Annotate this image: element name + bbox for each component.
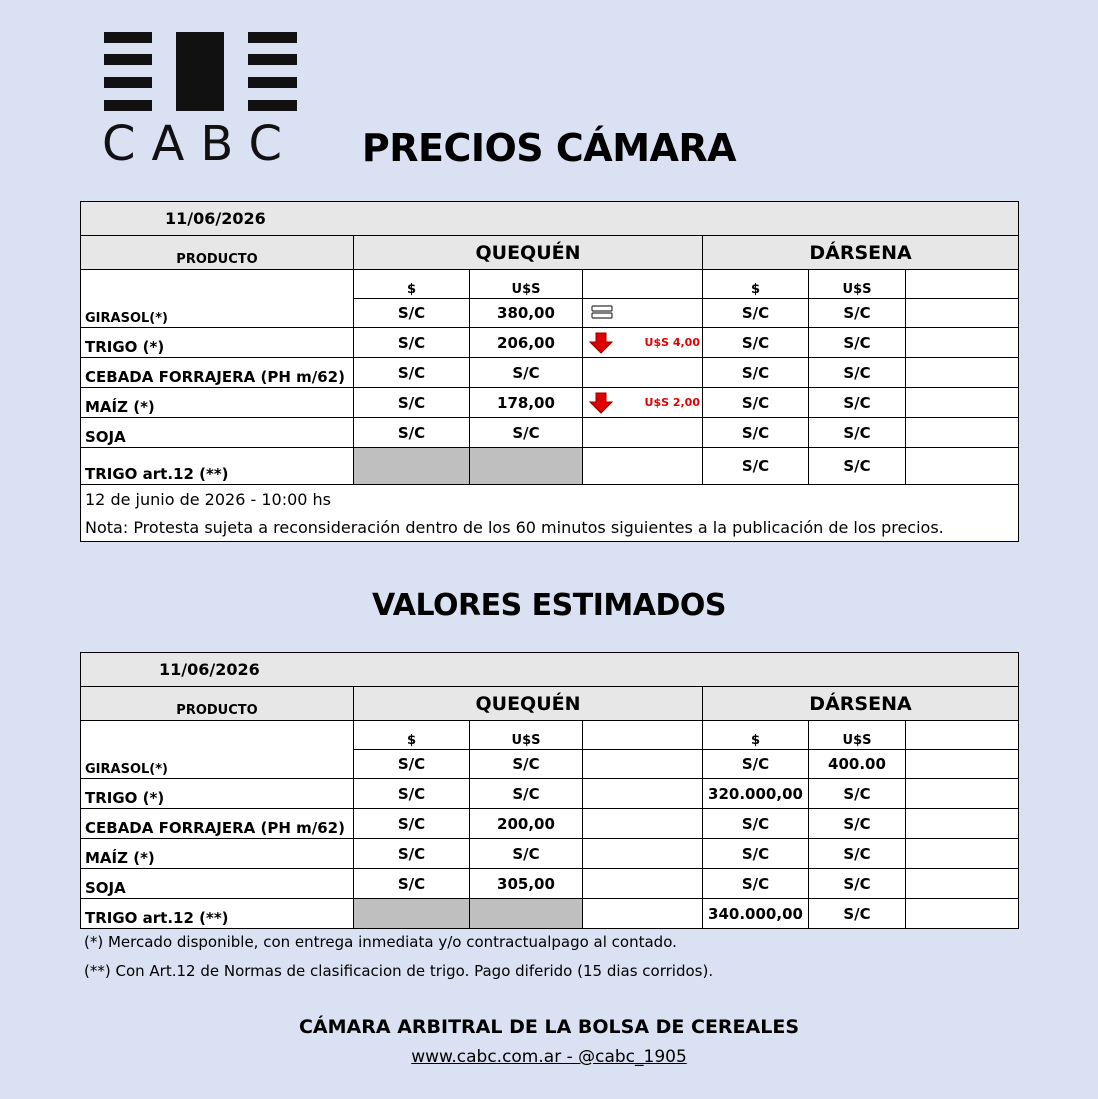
extra-cell — [906, 418, 1019, 448]
change-cell — [583, 448, 703, 485]
change-cell — [583, 328, 703, 358]
extra-cell — [906, 809, 1019, 839]
extra-cell — [906, 750, 1019, 779]
estimados-date: 11/06/2026 — [81, 653, 1019, 687]
precios-title: PRECIOS CÁMARA — [361, 126, 737, 170]
quequen-usd: 380,00 — [470, 299, 583, 328]
change-header — [583, 270, 703, 299]
quequen-peso: S/C — [354, 388, 470, 418]
table-row — [81, 869, 1019, 899]
change-cell — [583, 299, 703, 328]
empty-cell — [583, 899, 703, 929]
darsena-peso: S/C — [703, 750, 809, 779]
darsena-peso: S/C — [703, 448, 809, 485]
website-link[interactable]: www.cabc.com.ar - @cabc_1905 — [411, 1047, 687, 1067]
extra-header — [906, 270, 1019, 299]
quequen-peso: S/C — [354, 839, 470, 869]
quequen-usd-header: U$S — [470, 270, 583, 299]
extra-cell — [906, 899, 1019, 929]
product-cell: TRIGO (*) — [81, 328, 354, 358]
quequen-usd — [470, 448, 583, 485]
empty-cell — [583, 869, 703, 899]
darsena-header: DÁRSENA — [703, 236, 1019, 270]
product-cell: TRIGO (*) — [81, 779, 354, 809]
quequen-peso: S/C — [354, 779, 470, 809]
quequen-peso — [354, 448, 470, 485]
darsena-usd: S/C — [809, 299, 906, 328]
darsena-usd: S/C — [809, 779, 906, 809]
change-value: U$S 2,00 — [644, 396, 700, 409]
estimados-table — [80, 652, 1019, 929]
darsena-peso: 340.000,00 — [703, 899, 809, 929]
quequen-usd: S/C — [470, 839, 583, 869]
equal-icon — [591, 305, 613, 319]
estimados-title: VALORES ESTIMADOS — [372, 588, 726, 623]
darsena-peso: 320.000,00 — [703, 779, 809, 809]
darsena-peso: S/C — [703, 358, 809, 388]
empty-cell — [583, 779, 703, 809]
quequen-peso: S/C — [354, 418, 470, 448]
empty-cell — [583, 839, 703, 869]
product-cell: TRIGO art.12 (**) — [81, 899, 354, 929]
table-row — [81, 418, 1019, 448]
quequen-header: QUEQUÉN — [354, 687, 703, 721]
quequen-usd: 206,00 — [470, 328, 583, 358]
table-row — [81, 809, 1019, 839]
darsena-peso: S/C — [703, 839, 809, 869]
table-row — [81, 328, 1019, 358]
table-row — [81, 388, 1019, 418]
darsena-peso: S/C — [703, 388, 809, 418]
footnote-disponible: (*) Mercado disponible, con entrega inmediata y/o contractualpago al contado. — [84, 933, 677, 951]
quequen-usd: 178,00 — [470, 388, 583, 418]
extra-cell — [906, 358, 1019, 388]
change-cell — [583, 358, 703, 388]
quequen-peso: S/C — [354, 750, 470, 779]
darsena-usd: S/C — [809, 839, 906, 869]
quequen-usd: S/C — [470, 418, 583, 448]
extra-cell — [906, 299, 1019, 328]
table-row — [81, 839, 1019, 869]
product-cell: MAÍZ (*) — [81, 839, 354, 869]
table-row — [81, 779, 1019, 809]
quequen-peso: S/C — [354, 328, 470, 358]
organization-name: CÁMARA ARBITRAL DE LA BOLSA DE CEREALES — [298, 1016, 800, 1038]
table-row — [81, 899, 1019, 929]
product-cell: GIRASOL(*) — [81, 721, 354, 779]
product-cell: CEBADA FORRAJERA (PH m/62) — [81, 358, 354, 388]
product-cell: MAÍZ (*) — [81, 388, 354, 418]
change-value: U$S 4,00 — [644, 336, 700, 349]
darsena-peso: S/C — [703, 299, 809, 328]
darsena-usd: S/C — [809, 869, 906, 899]
darsena-usd: S/C — [809, 328, 906, 358]
darsena-peso-header: $ — [703, 270, 809, 299]
darsena-usd: S/C — [809, 809, 906, 839]
quequen-peso-header: $ — [354, 721, 470, 750]
darsena-usd: 400.00 — [809, 750, 906, 779]
table-row — [81, 448, 1019, 485]
quequen-peso: S/C — [354, 358, 470, 388]
footnote-art12: (**) Con Art.12 de Normas de clasificacion de trigo. Pago diferido (15 dias corridos). — [84, 962, 714, 980]
extra-cell — [906, 328, 1019, 358]
quequen-usd: 200,00 — [470, 809, 583, 839]
darsena-usd-header: U$S — [809, 721, 906, 750]
extra-cell — [906, 388, 1019, 418]
darsena-peso: S/C — [703, 418, 809, 448]
change-cell — [583, 388, 703, 418]
quequen-usd-header: U$S — [470, 721, 583, 750]
extra-cell — [906, 448, 1019, 485]
quequen-usd: S/C — [470, 358, 583, 388]
darsena-peso: S/C — [703, 328, 809, 358]
quequen-peso — [354, 899, 470, 929]
quequen-usd — [470, 899, 583, 929]
quequen-header: QUEQUÉN — [354, 236, 703, 270]
arrow-down-icon — [589, 392, 613, 414]
product-header: PRODUCTO — [81, 236, 354, 270]
darsena-usd-header: U$S — [809, 270, 906, 299]
quequen-peso: S/C — [354, 869, 470, 899]
darsena-usd: S/C — [809, 448, 906, 485]
extra-cell — [906, 779, 1019, 809]
timestamp: 12 de junio de 2026 - 10:00 hs — [81, 485, 1019, 514]
note-text: Nota: Protesta sujeta a reconsideración dentro de los 60 minutos siguientes a la publicación de los precios. — [81, 513, 1019, 542]
precios-date: 11/06/2026 — [81, 202, 1019, 236]
empty-header — [583, 721, 703, 750]
logo-text: CABC — [102, 116, 298, 165]
darsena-usd: S/C — [809, 418, 906, 448]
empty-cell — [583, 809, 703, 839]
quequen-usd: S/C — [470, 750, 583, 779]
product-cell: SOJA — [81, 418, 354, 448]
darsena-peso-header: $ — [703, 721, 809, 750]
product-header: PRODUCTO — [81, 687, 354, 721]
product-cell: GIRASOL(*) — [81, 270, 354, 328]
arrow-down-icon — [589, 332, 613, 354]
product-cell: CEBADA FORRAJERA (PH m/62) — [81, 809, 354, 839]
darsena-usd: S/C — [809, 388, 906, 418]
product-cell: TRIGO art.12 (**) — [81, 448, 354, 485]
extra-cell — [906, 839, 1019, 869]
darsena-usd: S/C — [809, 899, 906, 929]
quequen-peso: S/C — [354, 299, 470, 328]
darsena-header: DÁRSENA — [703, 687, 1019, 721]
product-cell: SOJA — [81, 869, 354, 899]
empty-cell — [583, 750, 703, 779]
quequen-peso: S/C — [354, 809, 470, 839]
quequen-usd: 305,00 — [470, 869, 583, 899]
extra-header — [906, 721, 1019, 750]
table-row — [81, 358, 1019, 388]
darsena-peso: S/C — [703, 869, 809, 899]
darsena-peso: S/C — [703, 809, 809, 839]
quequen-usd: S/C — [470, 779, 583, 809]
change-cell — [583, 418, 703, 448]
darsena-usd: S/C — [809, 358, 906, 388]
quequen-peso-header: $ — [354, 270, 470, 299]
extra-cell — [906, 869, 1019, 899]
precios-table — [80, 201, 1019, 542]
